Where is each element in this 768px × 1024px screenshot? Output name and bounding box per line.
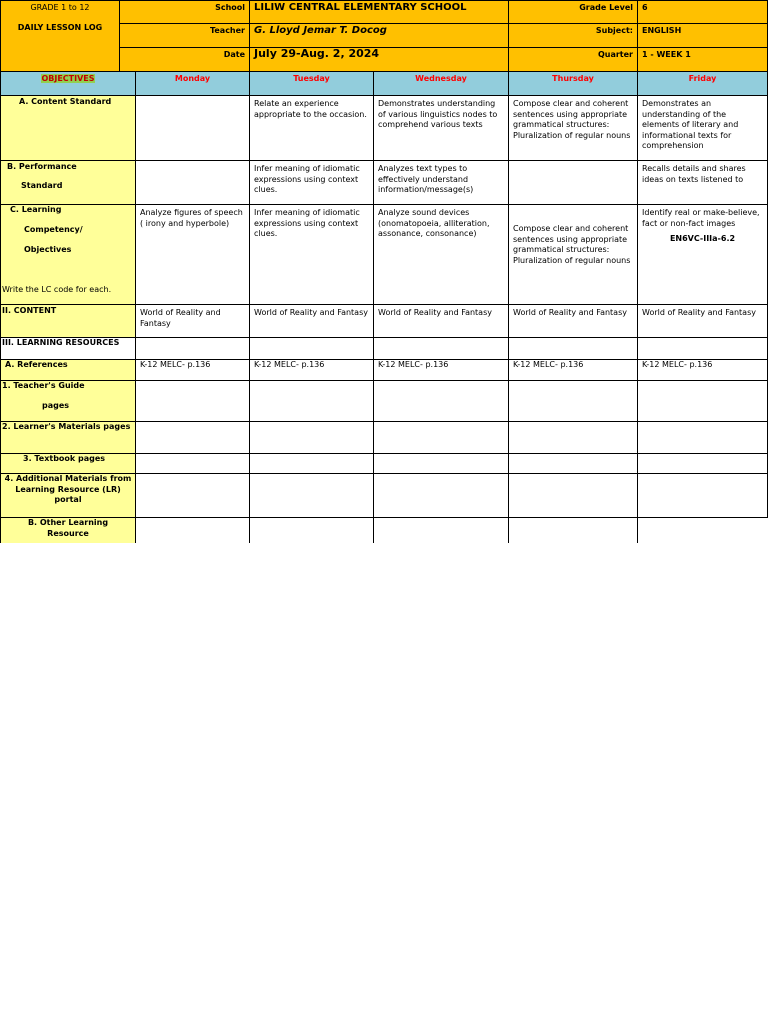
other-resource-friday xyxy=(638,518,768,543)
school-value-cell xyxy=(250,0,509,24)
references-monday xyxy=(136,360,250,381)
additional-materials-label: 4. Additional Materials from Learning Resource (LR) portal xyxy=(4,474,132,504)
cell-text: Analyze figures of speech ( irony and hyperbole) xyxy=(140,208,243,228)
cell-text: World of Reality and Fantasy xyxy=(513,308,627,317)
learning-resources-label: III. LEARNING RESOURCES xyxy=(2,338,120,347)
teacher-label-cell xyxy=(120,24,250,48)
learning-competency-label-3: Objectives xyxy=(24,245,72,254)
content-standard-thursday xyxy=(509,96,638,161)
learning-competency-label-cell xyxy=(0,205,136,305)
cell-text: Analyze sound devices (onomatopoeia, alliteration, assonance, consonance) xyxy=(378,208,490,238)
cell-text: World of Reality and Fantasy xyxy=(140,308,221,328)
grade-title-cell xyxy=(0,0,120,72)
date-value-cell xyxy=(250,48,509,72)
performance-standard-monday xyxy=(136,161,250,205)
school-label: School xyxy=(215,3,245,12)
subject-value: ENGLISH xyxy=(642,26,682,35)
other-resource-tuesday xyxy=(250,518,374,543)
content-standard-wednesday xyxy=(374,96,509,161)
thursday-label: Thursday xyxy=(552,74,594,83)
subject-label-cell xyxy=(509,24,638,48)
teachers-guide-friday xyxy=(638,381,768,422)
lc-code: EN6VC-IIIa-6.2 xyxy=(669,234,736,243)
content-friday xyxy=(638,305,768,338)
learners-materials-label-cell xyxy=(0,422,136,454)
cell-text: Recalls details and shares ideas on texts listened to xyxy=(642,164,746,184)
teacher-value-cell xyxy=(250,24,509,48)
cell-text: World of Reality and Fantasy xyxy=(642,308,756,317)
quarter-label: Quarter xyxy=(597,50,633,59)
other-resource-monday xyxy=(136,518,250,543)
school-label-cell xyxy=(120,0,250,24)
learners-materials-label: 2. Learner's Materials pages xyxy=(2,422,131,431)
lc-code-note: Write the LC code for each. xyxy=(2,285,112,294)
performance-standard-tuesday xyxy=(250,161,374,205)
grade-level-label: Grade Level xyxy=(579,3,633,12)
textbook-pages-monday xyxy=(136,454,250,474)
wednesday-header xyxy=(374,72,509,96)
cell-text: Compose clear and coherent sentences using appropriate grammatical structures: Pluralization of regular nouns xyxy=(513,99,631,140)
wednesday-label: Wednesday xyxy=(415,74,467,83)
learning-competency-wednesday xyxy=(374,205,509,305)
monday-header xyxy=(136,72,250,96)
cell-text: Demonstrates understanding of various linguistics nodes to comprehend various texts xyxy=(378,99,498,129)
textbook-pages-label-cell xyxy=(0,454,136,474)
additional-materials-tuesday xyxy=(250,474,374,518)
content-monday xyxy=(136,305,250,338)
grade-level-label-cell xyxy=(509,0,638,24)
learning-competency-monday xyxy=(136,205,250,305)
tuesday-header xyxy=(250,72,374,96)
friday-label: Friday xyxy=(688,74,717,83)
content-standard-tuesday xyxy=(250,96,374,161)
performance-standard-thursday xyxy=(509,161,638,205)
quarter-value: 1 - WEEK 1 xyxy=(642,50,691,59)
additional-materials-label-cell xyxy=(0,474,136,518)
learners-materials-wednesday xyxy=(374,422,509,454)
learning-resources-tuesday xyxy=(250,338,374,360)
learning-resources-monday xyxy=(136,338,250,360)
performance-standard-label-1: B. Performance xyxy=(7,162,77,171)
other-resource-label: B. Other Learning Resource xyxy=(27,518,109,538)
learning-competency-tuesday xyxy=(250,205,374,305)
grade-level-value-cell xyxy=(638,0,768,24)
date-value: July 29-Aug. 2, 2024 xyxy=(254,48,380,60)
cell-text: K-12 MELC- p.136 xyxy=(140,360,211,369)
learning-resources-label-cell xyxy=(0,338,136,360)
teachers-guide-thursday xyxy=(509,381,638,422)
performance-standard-friday xyxy=(638,161,768,205)
other-resource-label-cell xyxy=(0,518,136,543)
quarter-value-cell xyxy=(638,48,768,72)
learning-competency-label-2: Competency/ xyxy=(24,225,83,234)
subject-value-cell xyxy=(638,24,768,48)
content-thursday xyxy=(509,305,638,338)
grade-range: GRADE 1 to 12 xyxy=(30,3,90,12)
teachers-guide-label-1: 1. Teacher's Guide xyxy=(2,381,85,390)
content-tuesday xyxy=(250,305,374,338)
learners-materials-thursday xyxy=(509,422,638,454)
teachers-guide-label-cell xyxy=(0,381,136,422)
learning-competency-label-1: C. Learning xyxy=(10,205,62,214)
tuesday-label: Tuesday xyxy=(293,74,330,83)
teacher-name: G. Lloyd Jemar T. Docog xyxy=(254,25,387,36)
cell-text: Analyzes text types to effectively understand information/message(s) xyxy=(378,164,474,194)
learning-competency-friday xyxy=(638,205,768,305)
cell-text: K-12 MELC- p.136 xyxy=(513,360,584,369)
grade-level-value: 6 xyxy=(642,3,648,12)
content-wednesday xyxy=(374,305,509,338)
additional-materials-wednesday xyxy=(374,474,509,518)
cell-text: World of Reality and Fantasy xyxy=(254,308,368,317)
learners-materials-monday xyxy=(136,422,250,454)
cell-text: Infer meaning of idiomatic expressions using context clues. xyxy=(254,208,360,238)
teachers-guide-label-2: pages xyxy=(42,401,70,410)
content-label-cell xyxy=(0,305,136,338)
cell-text: Demonstrates an understanding of the elements of literary and informational texts for comprehension xyxy=(642,99,739,150)
textbook-pages-label: 3. Textbook pages xyxy=(23,454,106,463)
other-resource-wednesday xyxy=(374,518,509,543)
cell-text: World of Reality and Fantasy xyxy=(378,308,492,317)
learners-materials-tuesday xyxy=(250,422,374,454)
thursday-header xyxy=(509,72,638,96)
textbook-pages-tuesday xyxy=(250,454,374,474)
cell-text: Identify real or make-believe, fact or non-fact images xyxy=(642,208,760,228)
cell-text: Infer meaning of idiomatic expressions using context clues. xyxy=(254,164,360,194)
content-label: II. CONTENT xyxy=(2,306,57,315)
learners-materials-friday xyxy=(638,422,768,454)
learning-competency-thursday xyxy=(509,205,638,305)
cell-text: Relate an experience appropriate to the occasion. xyxy=(254,99,367,119)
subject-label: Subject: xyxy=(595,26,633,35)
content-standard-label: A. Content Standard xyxy=(19,97,112,106)
teachers-guide-monday xyxy=(136,381,250,422)
content-standard-monday xyxy=(136,96,250,161)
references-label-cell xyxy=(0,360,136,381)
school-name: LILIW CENTRAL ELEMENTARY SCHOOL xyxy=(254,2,467,13)
log-title: DAILY LESSON LOG xyxy=(17,23,103,32)
teachers-guide-tuesday xyxy=(250,381,374,422)
teacher-label: Teacher xyxy=(209,26,245,35)
cell-text: K-12 MELC- p.136 xyxy=(378,360,449,369)
references-friday xyxy=(638,360,768,381)
friday-header xyxy=(638,72,768,96)
learning-resources-thursday xyxy=(509,338,638,360)
objectives-label: OBJECTIVES xyxy=(41,74,95,83)
cell-text: K-12 MELC- p.136 xyxy=(642,360,713,369)
learning-resources-friday xyxy=(638,338,768,360)
date-label-cell xyxy=(120,48,250,72)
date-label: Date xyxy=(223,50,245,59)
references-wednesday xyxy=(374,360,509,381)
teachers-guide-wednesday xyxy=(374,381,509,422)
references-thursday xyxy=(509,360,638,381)
quarter-label-cell xyxy=(509,48,638,72)
additional-materials-friday xyxy=(638,474,768,518)
references-tuesday xyxy=(250,360,374,381)
performance-standard-wednesday xyxy=(374,161,509,205)
textbook-pages-wednesday xyxy=(374,454,509,474)
textbook-pages-friday xyxy=(638,454,768,474)
references-label: A. References xyxy=(5,360,68,369)
textbook-pages-thursday xyxy=(509,454,638,474)
additional-materials-monday xyxy=(136,474,250,518)
performance-standard-label-2: Standard xyxy=(21,181,63,190)
other-resource-thursday xyxy=(509,518,638,543)
performance-standard-label-cell xyxy=(0,161,136,205)
learning-resources-wednesday xyxy=(374,338,509,360)
content-standard-friday xyxy=(638,96,768,161)
objectives-header xyxy=(0,72,136,96)
monday-label: Monday xyxy=(174,74,211,83)
cell-text: Compose clear and coherent sentences using appropriate grammatical structures: Pluralization of regular nouns xyxy=(513,224,631,265)
cell-text: K-12 MELC- p.136 xyxy=(254,360,325,369)
additional-materials-thursday xyxy=(509,474,638,518)
content-standard-label-cell xyxy=(0,96,136,161)
